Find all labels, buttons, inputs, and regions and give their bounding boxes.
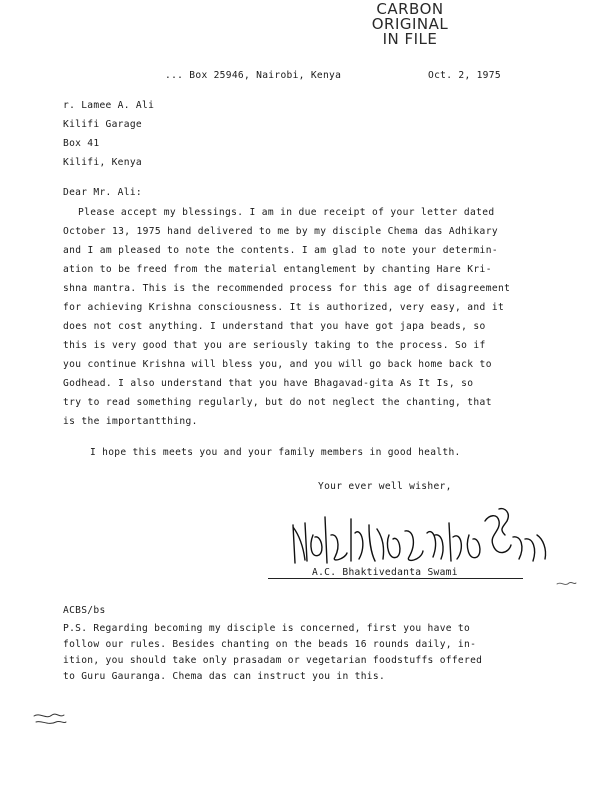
recipient-line-2: Kilifi Garage xyxy=(63,119,142,130)
body-line: try to read something regularly, but do not neglect the chanting, that xyxy=(63,397,492,408)
body-line: ation to be freed from the material entanglement by chanting Hare Kri- xyxy=(63,264,492,275)
recipient-line-4: Kilifi, Kenya xyxy=(63,157,142,168)
recipient-name: r. Lamee A. Ali xyxy=(63,100,155,111)
body-line: October 13, 1975 hand delivered to me by my disciple Chema das Adhikary xyxy=(63,226,498,237)
stamp-line-2: ORIGINAL xyxy=(371,15,449,33)
sender-address: ... Box 25946, Nairobi, Kenya xyxy=(165,70,342,81)
signer-name: A.C. Bhaktivedanta Swami xyxy=(312,567,458,578)
body-line: Please accept my blessings. I am in due receipt of your letter dated xyxy=(78,207,495,218)
postscript-line: P.S. Regarding becoming my disciple is concerned, first you have to xyxy=(63,623,471,634)
signoff: Your ever well wisher, xyxy=(318,481,452,492)
body-line: and I am pleased to note the contents. I am glad to note your determin- xyxy=(63,245,498,256)
body-line: does not cost anything. I understand that you have got japa beads, so xyxy=(63,321,486,332)
body-line: this is very good that you are seriously taking to the process. So if xyxy=(63,340,486,351)
typist-initials: ACBS/bs xyxy=(63,605,106,616)
postscript-line: follow our rules. Besides chanting on the beads 16 rounds daily, in- xyxy=(63,639,477,650)
letter-date: Oct. 2, 1975 xyxy=(428,70,501,81)
body-line: Godhead. I also understand that you have Bhagavad-gita As It Is, so xyxy=(63,378,474,389)
body-line: you continue Krishna will bless you, and you will go back home back to xyxy=(63,359,492,370)
recipient-line-3: Box 41 xyxy=(63,138,100,149)
salutation: Dear Mr. Ali: xyxy=(63,187,142,198)
stamp-line-1: CARBON xyxy=(376,0,444,18)
postscript-line: ition, you should take only prasadam or vegetarian foodstuffs offered xyxy=(63,655,483,666)
postscript-line: to Guru Gauranga. Chema das can instruct you in this. xyxy=(63,671,386,682)
signature-line xyxy=(268,578,523,579)
closing-line: I hope this meets you and your family members in good health. xyxy=(90,447,461,458)
body-line: for achieving Krishna consciousness. It is authorized, very easy, and it xyxy=(63,302,505,313)
body-line: is the importantthing. xyxy=(63,416,198,427)
carbon-original-stamp xyxy=(360,2,460,47)
body-line: shna mantra. This is the recommended process for this age of disagreement xyxy=(63,283,511,294)
scribble-mark-icon xyxy=(30,710,70,730)
stamp-line-3: IN FILE xyxy=(382,30,438,48)
scribble-mark-icon xyxy=(555,578,577,590)
